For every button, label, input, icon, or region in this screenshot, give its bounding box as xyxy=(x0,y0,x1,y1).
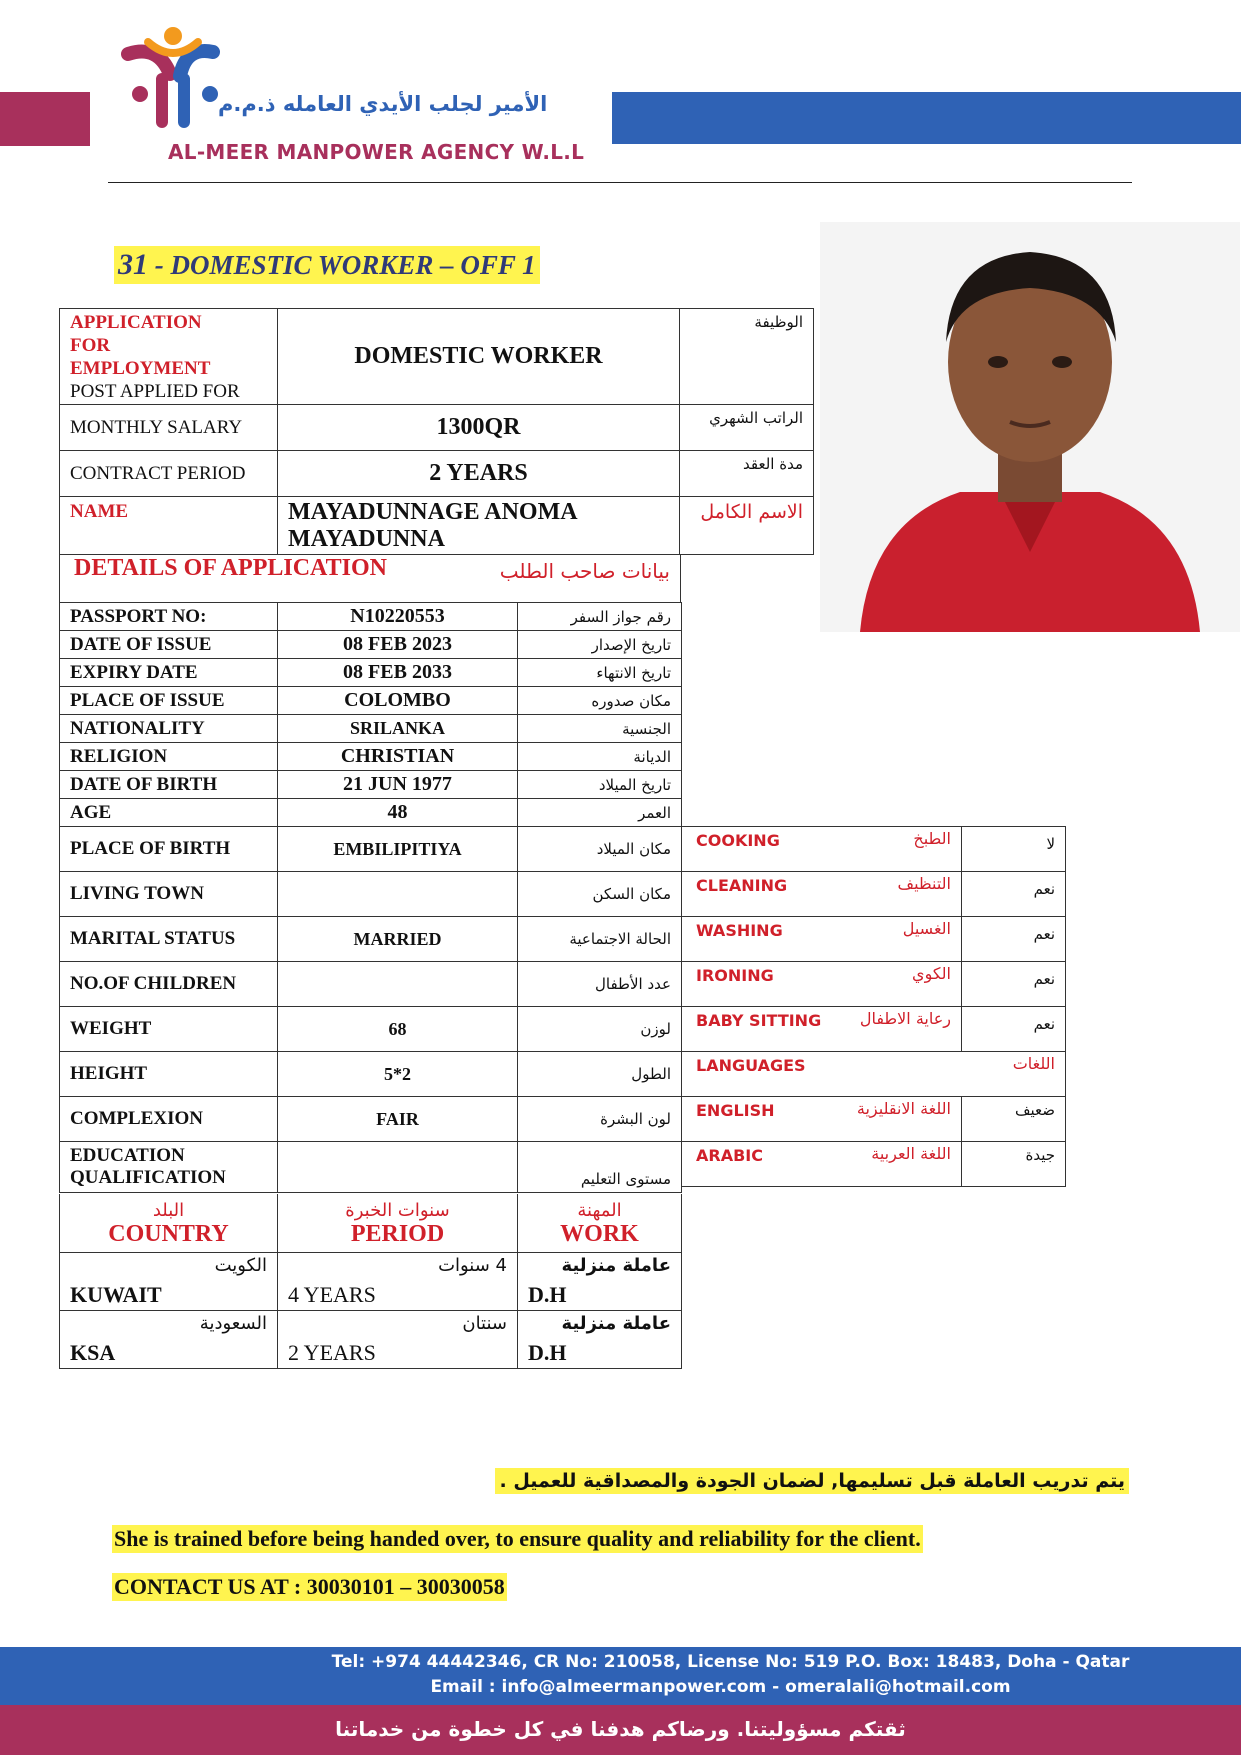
skill-answer: نعم xyxy=(962,872,1066,917)
language-name: ARABIC xyxy=(696,1146,763,1165)
detail-label: AGE xyxy=(60,799,278,827)
detail-label: WEIGHT xyxy=(60,1007,278,1052)
skill-name: IRONING xyxy=(696,966,774,985)
detail-value: 21 JUN 1977 xyxy=(278,771,518,799)
skill-name: BABY SITTING xyxy=(696,1011,822,1030)
detail-label-arabic: تاريخ الانتهاء xyxy=(518,659,682,687)
header-english: COUNTRY xyxy=(108,1220,229,1247)
post-value: DOMESTIC WORKER xyxy=(278,309,680,405)
languages-heading xyxy=(682,1052,1066,1097)
skill-cell xyxy=(682,827,962,872)
table-row xyxy=(682,827,1066,872)
country-english: KUWAIT xyxy=(70,1281,162,1307)
details-title-arabic: بيانات صاحب الطلب xyxy=(499,559,670,583)
detail-value: FAIR xyxy=(278,1097,518,1142)
work-english: D.H xyxy=(528,1339,567,1365)
detail-label: PLACE OF BIRTH xyxy=(60,827,278,872)
work-arabic: عاملة منزلية xyxy=(561,1254,671,1276)
name-label-arabic: الاسم الكامل xyxy=(680,497,814,555)
header-divider xyxy=(108,182,1132,183)
footer-line1: Tel: +974 44442346, CR No: 210058, License No: 519 P.O. Box: 18483, Doha - Qatar xyxy=(331,1652,1130,1672)
footer-line2: Email : info@almeermanpower.com - omeralali@hotmail.com xyxy=(430,1677,1011,1697)
contact-line: CONTACT US AT : 30030101 – 30030058 xyxy=(114,1574,505,1599)
period-english: 2 YEARS xyxy=(288,1339,376,1365)
language-name-arabic: اللغة الانقليزية xyxy=(856,1099,951,1118)
detail-label: NATIONALITY xyxy=(60,715,278,743)
detail-value: EMBILIPITIYA xyxy=(278,827,518,872)
detail-value: 08 FEB 2033 xyxy=(278,659,518,687)
skill-name-arabic: رعاية الاطفال xyxy=(859,1009,951,1028)
skill-cell xyxy=(682,872,962,917)
skill-name-arabic: الطبخ xyxy=(913,829,951,848)
detail-label-arabic: تاريخ الإصدار xyxy=(518,631,682,659)
header-arabic: المهنة xyxy=(577,1199,622,1221)
detail-label-arabic: الديانة xyxy=(518,743,682,771)
detail-label-arabic: الحالة الاجتماعية xyxy=(518,917,682,962)
post-label-line2: FOR xyxy=(70,334,111,356)
detail-label-arabic: مكان صدوره xyxy=(518,687,682,715)
country-english: KSA xyxy=(70,1339,116,1365)
detail-value: CHRISTIAN xyxy=(278,743,518,771)
contract-label: CONTRACT PERIOD xyxy=(60,451,278,497)
detail-value: 68 xyxy=(278,1007,518,1052)
table-row xyxy=(60,1007,682,1052)
detail-value: SRILANKA xyxy=(278,715,518,743)
table-row xyxy=(60,917,682,962)
skill-cell xyxy=(682,917,962,962)
skill-answer: نعم xyxy=(962,962,1066,1007)
salary-value: 1300QR xyxy=(278,405,680,451)
detail-label-arabic: لوزن xyxy=(518,1007,682,1052)
experience-table xyxy=(59,1194,682,1369)
skills-table xyxy=(681,826,1066,1187)
name-line2: MAYADUNNA xyxy=(288,525,445,552)
skill-answer: نعم xyxy=(962,917,1066,962)
header-english: WORK xyxy=(560,1220,639,1247)
skill-name-arabic: الغسيل xyxy=(902,919,951,938)
detail-label-arabic: رقم جواز السفر xyxy=(518,603,682,631)
detail-label: NO.OF CHILDREN xyxy=(60,962,278,1007)
detail-value: 08 FEB 2023 xyxy=(278,631,518,659)
table-row xyxy=(682,962,1066,1007)
country-arabic: السعودية xyxy=(199,1312,267,1334)
table-row xyxy=(682,872,1066,917)
table-row xyxy=(60,451,814,497)
agency-name-english: AL-MEER MANPOWER AGENCY W.L.L xyxy=(168,140,585,164)
detail-label-arabic: لون البشرة xyxy=(518,1097,682,1142)
post-label-cell xyxy=(60,309,278,405)
work-english: D.H xyxy=(528,1281,567,1307)
period-english: 4 YEARS xyxy=(288,1281,376,1307)
period-arabic: 4 سنوات xyxy=(438,1254,507,1276)
application-table xyxy=(59,308,814,555)
table-row xyxy=(60,1194,682,1252)
table-row xyxy=(60,1052,682,1097)
agency-name-arabic: الأمير لجلب الأيدي العامله ذ.م.م xyxy=(218,92,548,116)
header-bar-right xyxy=(612,92,1241,144)
experience-country xyxy=(60,1310,278,1368)
table-row xyxy=(60,715,682,743)
country-arabic: الكويت xyxy=(214,1254,267,1276)
period-arabic: سنتان xyxy=(462,1312,507,1334)
languages-label-arabic: اللغات xyxy=(1012,1054,1055,1073)
table-row xyxy=(682,1052,1066,1097)
table-row xyxy=(682,917,1066,962)
table-row xyxy=(60,1310,682,1368)
skill-name: COOKING xyxy=(696,831,780,850)
education-label-line1: EDUCATION xyxy=(70,1145,185,1166)
salary-label: MONTHLY SALARY xyxy=(60,405,278,451)
table-row xyxy=(60,687,682,715)
table-row xyxy=(60,1252,682,1310)
detail-label: EXPIRY DATE xyxy=(60,659,278,687)
experience-period xyxy=(278,1310,518,1368)
skill-name-arabic: التنظيف xyxy=(897,874,951,893)
detail-label-arabic: تاريخ الميلاد xyxy=(518,771,682,799)
detail-value: MARRIED xyxy=(278,917,518,962)
experience-work xyxy=(518,1252,682,1310)
languages-label: LANGUAGES xyxy=(696,1056,806,1075)
detail-label: LIVING TOWN xyxy=(60,872,278,917)
detail-label: MARITAL STATUS xyxy=(60,917,278,962)
detail-label-arabic: مكان السكن xyxy=(518,872,682,917)
skill-cell xyxy=(682,962,962,1007)
table-row xyxy=(60,827,682,872)
skill-name: WASHING xyxy=(696,921,783,940)
header-arabic: البلد xyxy=(152,1199,185,1221)
detail-value xyxy=(278,962,518,1007)
detail-value: N10220553 xyxy=(278,603,518,631)
experience-period xyxy=(278,1252,518,1310)
cv-title: - DOMESTIC WORKER – OFF 1 xyxy=(148,250,536,280)
cv-headline xyxy=(114,246,540,284)
footer-slogan: ثقتكم مسؤوليتنا. ورضاكم هدفنا في كل خطوة من خدماتنا xyxy=(0,1705,1241,1755)
table-row xyxy=(60,872,682,917)
table-row xyxy=(60,309,814,405)
details-title-english: DETAILS OF APPLICATION xyxy=(74,555,387,581)
education-label-line2: QUALIFICATION xyxy=(70,1167,226,1188)
experience-header-work xyxy=(518,1194,682,1252)
language-cell xyxy=(682,1097,962,1142)
header-bar-left xyxy=(0,92,90,146)
detail-label-arabic: عدد الأطفال xyxy=(518,962,682,1007)
details-table xyxy=(59,602,682,1193)
work-arabic: عاملة منزلية xyxy=(561,1312,671,1334)
skill-name-arabic: الكوي xyxy=(912,964,951,983)
detail-value xyxy=(278,1142,518,1193)
training-note-arabic: يتم تدريب العاملة قبل تسليمها, لضمان الجودة والمصداقية للعميل . xyxy=(495,1468,1129,1494)
detail-label-arabic: مستوى التعليم xyxy=(518,1142,682,1193)
worker-photo xyxy=(820,222,1240,632)
language-name: ENGLISH xyxy=(696,1101,775,1120)
salary-label-arabic: الراتب الشهري xyxy=(680,405,814,451)
detail-label: DATE OF ISSUE xyxy=(60,631,278,659)
table-row xyxy=(60,659,682,687)
detail-value: 48 xyxy=(278,799,518,827)
table-row xyxy=(60,631,682,659)
cv-number: 31 xyxy=(118,248,148,281)
language-name-arabic: اللغة العربية xyxy=(871,1144,951,1163)
detail-label: RELIGION xyxy=(60,743,278,771)
detail-label-arabic: الطول xyxy=(518,1052,682,1097)
language-level: جيدة xyxy=(962,1142,1066,1187)
post-label-line4: POST APPLIED FOR xyxy=(70,380,240,402)
table-row xyxy=(682,1142,1066,1187)
table-row xyxy=(60,799,682,827)
skill-cell xyxy=(682,1007,962,1052)
experience-header-period xyxy=(278,1194,518,1252)
name-label: NAME xyxy=(60,497,278,555)
contract-value: 2 YEARS xyxy=(278,451,680,497)
details-title xyxy=(59,555,681,602)
table-row xyxy=(60,603,682,631)
detail-value: 5*2 xyxy=(278,1052,518,1097)
detail-label: COMPLEXION xyxy=(60,1097,278,1142)
detail-label: HEIGHT xyxy=(60,1052,278,1097)
header-english: PERIOD xyxy=(350,1220,445,1247)
experience-header-country xyxy=(60,1194,278,1252)
training-note-english: She is trained before being handed over, to ensure quality and reliability for the client. xyxy=(114,1526,921,1551)
table-row xyxy=(682,1007,1066,1052)
contract-label-arabic: مدة العقد xyxy=(680,451,814,497)
language-level: ضعيف xyxy=(962,1097,1066,1142)
table-row xyxy=(60,1142,682,1193)
detail-label: PLACE OF ISSUE xyxy=(60,687,278,715)
post-label-arabic: الوظيفة xyxy=(680,309,814,405)
experience-country xyxy=(60,1252,278,1310)
detail-label-arabic: مكان الميلاد xyxy=(518,827,682,872)
detail-label: DATE OF BIRTH xyxy=(60,771,278,799)
footer-contact-bar xyxy=(0,1647,1241,1705)
detail-label-arabic: العمر xyxy=(518,799,682,827)
skill-answer: لا xyxy=(962,827,1066,872)
detail-label xyxy=(60,1142,278,1193)
skill-answer: نعم xyxy=(962,1007,1066,1052)
skill-name: CLEANING xyxy=(696,876,788,895)
language-cell xyxy=(682,1142,962,1187)
table-row xyxy=(60,497,814,555)
post-label-line3: EMPLOYMENT xyxy=(70,357,211,379)
table-row xyxy=(682,1097,1066,1142)
header-arabic: سنوات الخبرة xyxy=(345,1199,450,1221)
detail-value xyxy=(278,872,518,917)
detail-value: COLOMBO xyxy=(278,687,518,715)
detail-label-arabic: الجنسية xyxy=(518,715,682,743)
table-row xyxy=(60,743,682,771)
name-value xyxy=(278,497,680,555)
table-row xyxy=(60,1097,682,1142)
table-row xyxy=(60,771,682,799)
experience-work xyxy=(518,1310,682,1368)
post-label-line1: APPLICATION xyxy=(70,311,202,333)
name-line1: MAYADUNNAGE ANOMA xyxy=(288,498,578,525)
detail-label: PASSPORT NO: xyxy=(60,603,278,631)
table-row xyxy=(60,405,814,451)
table-row xyxy=(60,962,682,1007)
agency-logo-icon xyxy=(118,24,238,134)
